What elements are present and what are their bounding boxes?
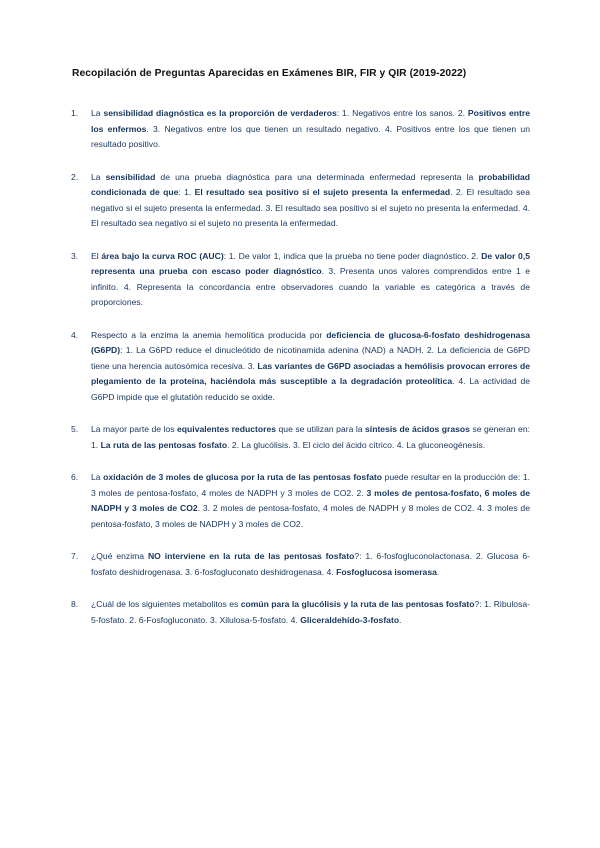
question-item <box>70 549 530 580</box>
highlighted-text: 3 moles de pentosa-fosfato, 6 moles de NADPH y 3 moles de CO2 <box>91 487 530 513</box>
question-text-segment: La <box>91 108 104 118</box>
question-text-segment: de una prueba diagnóstica para una determinada enfermedad representa la <box>155 171 479 182</box>
question-text-segment: ¿Cuál de los siguientes metabolitos es <box>91 599 241 609</box>
highlighted-text: común para la glucólisis y la ruta de las pentosas fosfato <box>240 599 475 609</box>
question-number: 8. <box>71 599 79 609</box>
highlighted-text: sensibilidad diagnóstica es la proporción de verdaderos <box>103 108 337 118</box>
question-number: 6. <box>71 472 79 482</box>
question-text-segment: . 2. El resultado sea negativo si el sujeto presenta la enfermedad. 3. El resultado sea positivo si el sujeto no presenta la enfermedad. 4. El resultado sea negativo si el sujeto no presenta la enfermedad. <box>91 187 530 228</box>
question-text-segment: . <box>436 566 440 577</box>
highlighted-text: Fosfoglucosa isomerasa <box>336 566 437 577</box>
question-text-segment: que se utilizan para la <box>276 424 366 434</box>
question-text <box>91 172 530 229</box>
question-text-segment: . 3. Presenta unos valores comprendidos entre 1 e infinito. 4. Representa la concordancia entre observadores cuando la variable es categórica a través de proporciones. <box>91 266 530 307</box>
question-number: 2. <box>71 171 79 182</box>
question-text-segment: . 2. La glucólisis. 3. El ciclo del ácido cítrico. 4. La gluconeogénesis. <box>227 439 486 450</box>
question-text <box>91 108 530 149</box>
question-text-segment: : 1. Negativos entre los sanos. 2. <box>336 108 468 118</box>
highlighted-text: Gliceraldehído-3-fosfato <box>300 614 400 625</box>
question-text <box>91 551 530 577</box>
question-list <box>70 106 530 628</box>
highlighted-text: NO interviene en la ruta de las pentosas fosfato <box>147 551 355 561</box>
question-number: 4. <box>71 329 79 340</box>
highlighted-text: deficiencia de glucosa-6-fosfato deshidrogenasa (G6PD) <box>91 329 530 355</box>
question-item <box>70 470 530 532</box>
question-text-segment: puede resultar en la producción de: 1. 3 moles de pentosa-fosfato, 4 moles de NADPH y 3 moles de CO2. 2. <box>91 472 530 498</box>
highlighted-text: oxidación de 3 moles de glucosa por la ruta de las pentosas fosfato <box>103 472 382 482</box>
question-text <box>91 251 530 308</box>
question-item <box>70 106 530 153</box>
question-text-segment: . <box>399 614 402 625</box>
question-text-segment: El <box>91 250 102 261</box>
question-text-segment: se generan en: 1. <box>91 424 530 450</box>
highlighted-text: probabilidad condicionada de que <box>91 171 530 197</box>
highlighted-text: equivalentes reductores <box>177 424 277 434</box>
highlighted-text: Las variantes de G6PD asociadas a hemólisis provocan errores de plegamiento de la proteína, haciéndola más susceptible a la degradación proteolítica <box>91 360 530 386</box>
highlighted-text: sensibilidad <box>105 171 156 182</box>
highlighted-text: La ruta de las pentosas fosfato <box>100 439 228 450</box>
question-text-segment: ?: 1. 6-fosfogluconolactonasa. 2. Glucosa 6-fosfato deshidrogenasa. 3. 6-fosfogluconato deshidrogenasa. 4. <box>91 551 530 577</box>
question-text-segment: ¿Qué enzima <box>91 551 148 561</box>
question-text-segment: . 3. Negativos entre los que tienen un resultado negativo. 4. Positivos entre los que tienen un resultado positivo. <box>91 123 530 149</box>
question-text-segment: . 4. La actividad de G6PD impide que el glutatión reducido se oxide. <box>91 376 531 402</box>
question-item <box>70 328 530 406</box>
question-text <box>91 330 530 402</box>
question-item <box>70 170 530 232</box>
question-item <box>70 249 530 311</box>
highlighted-text: Positivos entre los enfermos <box>91 108 531 134</box>
highlighted-text: síntesis de ácidos grasos <box>365 424 470 434</box>
highlighted-text: área bajo la curva ROC (AUC) <box>101 250 224 261</box>
question-number: 5. <box>71 424 79 434</box>
question-text-segment: ?: 1. Ribulosa-5-fosfato. 2. 6-Fosfogluconato. 3. Xilulosa-5-fosfato. 4. <box>91 599 531 625</box>
question-number: 3. <box>71 250 79 261</box>
question-text <box>91 472 530 529</box>
question-number: 1. <box>71 108 79 118</box>
question-text <box>91 599 530 625</box>
question-text <box>91 424 530 450</box>
question-text-segment: : 1. <box>178 187 195 197</box>
question-text-segment: La <box>91 472 104 482</box>
question-text-segment: : 1. De valor 1, indica que la prueba no tiene poder diagnóstico. 2. <box>223 250 482 261</box>
document-title: Recopilación de Preguntas Aparecidas en Exámenes BIR, FIR y QIR (2019-2022) <box>72 68 467 79</box>
question-text-segment: La <box>91 171 106 182</box>
question-text-segment: : 1. La G6PD reduce el dinucleótido de nicotinamida adenina (NAD) a NADH. 2. La deficiencia de G6PD tiene una herencia autosómica recesiva. 3. <box>91 345 530 371</box>
question-item <box>70 422 530 453</box>
highlighted-text: De valor 0,5 representa una prueba con escaso poder diagnóstico <box>91 250 530 276</box>
question-text-segment: Respecto a la enzima la anemia hemolítica producida por <box>91 329 327 340</box>
question-text-segment: . 3. 2 moles de pentosa-fosfato, 4 moles de NADPH y 8 moles de CO2. 4. 3 moles de pentosa-fosfato, 3 moles de NADPH y 3 moles de CO2. <box>91 503 530 529</box>
highlighted-text: El resultado sea positivo si el sujeto presenta la enfermedad <box>194 187 451 197</box>
question-text-segment: La mayor parte de los <box>91 424 178 434</box>
question-number: 7. <box>71 551 79 561</box>
question-item <box>70 597 530 628</box>
